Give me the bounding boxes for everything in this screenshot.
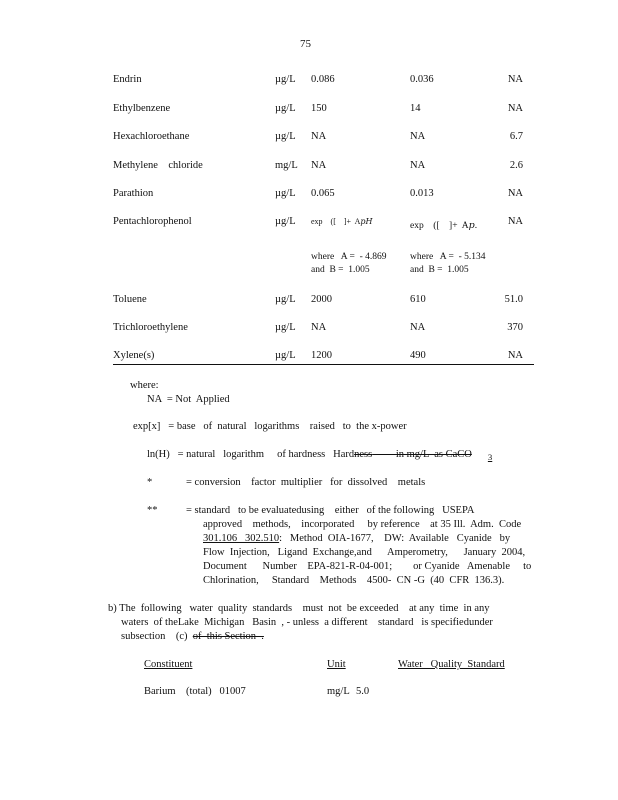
section-b-line3-text: subsection (c) — [121, 631, 193, 642]
table-row-name: Xylene(s) — [113, 350, 155, 361]
table-row-name: Toluene — [113, 294, 147, 305]
penta-where-b-line2: and B = 1.005 — [410, 265, 469, 275]
table-row-unit: µg/L — [275, 294, 296, 305]
table-row-value-b: NA — [410, 131, 426, 142]
note-dstar-line5: Chlorination, Standard Methods 4500- CN -G (40 CFR 136.3). — [203, 575, 505, 586]
header-unit: Unit — [327, 659, 346, 670]
table-row-value-c: 6.7 — [509, 131, 523, 142]
section-b-line3 — [121, 630, 264, 643]
note-dstar-symbol: ** — [147, 505, 158, 516]
table-row-value-a: 2000 — [311, 294, 332, 305]
penta-formula-a: exp ([ ]+ A𝑝𝐻 — [311, 217, 373, 226]
table-row-value-a: NA — [311, 131, 327, 142]
table-row-value-b: 490 — [410, 350, 426, 361]
note-na: NA = Not Applied — [147, 394, 230, 405]
table-row-value-b: NA — [410, 160, 426, 171]
table-row-value-c: 2.6 — [509, 160, 523, 171]
table-row-value-c: 51.0 — [504, 294, 523, 305]
page-number: 75 — [300, 38, 311, 50]
table-row-unit: µg/L — [275, 188, 296, 199]
table-row-value-b: 0.013 — [410, 188, 434, 199]
penta-where-a-line2: and B = 1.005 — [311, 265, 370, 275]
constituent-name: Barium (total) 01007 — [144, 686, 246, 697]
section-b-struck-text: of this Section . — [192, 631, 264, 642]
table-row-unit: µg/L — [275, 103, 296, 114]
note-ln-text-2: in mg/L as CaCO — [372, 449, 472, 460]
notes-where: where: — [130, 380, 159, 391]
table-row-value-a: 150 — [311, 103, 327, 114]
note-dstar-lead: = standard to be evaluatedusing either of the following USEPA — [186, 505, 475, 516]
constituent-unit: mg/L — [327, 686, 350, 697]
table-row-value-c: NA — [507, 216, 523, 227]
table-row-value-b: 14 — [410, 103, 421, 114]
table-row-value-b: 610 — [410, 294, 426, 305]
note-dstar-line1: approved methods, incorporated by reference at 35 Ill. Adm. Code — [203, 519, 522, 530]
note-dstar-citation: 301.106 302.510 — [203, 533, 280, 544]
section-b-line2: waters of theLake Michigan Basin , - unless a different standard is specifiedunder — [121, 617, 493, 628]
table-row-value-c: NA — [507, 103, 523, 114]
table-row-value-a: NA — [311, 322, 327, 333]
table-row-name: Pentachlorophenol — [113, 216, 192, 227]
note-ln-text: ln(H) = natural logarithm of hardness Hard — [147, 449, 355, 460]
penta-formula-b: exp ([ ]+ A𝑝. — [410, 221, 478, 231]
note-dstar-line2 — [203, 532, 510, 545]
table-row-value-c: 370 — [507, 322, 523, 333]
note-exp: exp[x] = base of natural logarithms raised to the x-power — [133, 421, 407, 432]
header-constituent: Constituent — [144, 659, 193, 670]
table-row-value-a: NA — [311, 160, 327, 171]
note-dstar-line4: Document Number EPA-821-R-04-001; or Cyanide Amenable to — [203, 561, 532, 572]
table-row-unit: µg/L — [275, 131, 296, 142]
note-dstar-line2-text: : Method OIA-1677, DW: Available Cyanide by — [279, 533, 511, 544]
note-star-text: = conversion factor multiplier for dissolved metals — [186, 477, 426, 488]
constituent-standard: 5.0 — [356, 686, 370, 697]
header-standard: Water Quality Standard — [398, 659, 505, 670]
penta-where-a-line1: where A = - 4.869 — [311, 252, 387, 262]
table-row-value-a: 0.086 — [311, 74, 335, 85]
section-b-line1: b) The following water quality standards must not be exceeded at any time in any — [108, 603, 490, 614]
table-row-unit: µg/L — [275, 350, 296, 361]
penta-where-b-line1: where A = - 5.134 — [410, 252, 486, 262]
table-row-name: Hexachloroethane — [113, 131, 190, 142]
table-row-name: Methylene chloride — [113, 160, 203, 171]
table-row-value-c: NA — [507, 188, 523, 199]
note-ln-sub: 3 — [487, 452, 493, 463]
table-row-name: Trichloroethylene — [113, 322, 188, 333]
table-row-value-b: NA — [410, 322, 426, 333]
table-row-name: Parathion — [113, 188, 154, 199]
table-row-unit: µg/L — [275, 74, 296, 85]
table-row-name: Ethylbenzene — [113, 103, 171, 114]
table-row-name: Endrin — [113, 74, 142, 85]
table-row-value-a: 1200 — [311, 350, 332, 361]
note-ln — [147, 448, 492, 463]
table-row-unit: µg/L — [275, 216, 296, 227]
table-row-value-a: 0.065 — [311, 188, 335, 199]
table-bottom-rule — [113, 364, 534, 365]
table-row-value-c: NA — [507, 74, 523, 85]
table-row-unit: µg/L — [275, 322, 296, 333]
table-row-value-c: NA — [507, 350, 523, 361]
table-row-unit: mg/L — [275, 160, 298, 171]
note-dstar-line3: Flow Injection, Ligand Exchange,and Amperometry, January 2004, — [203, 547, 526, 558]
note-star-symbol: * — [147, 477, 153, 488]
table-row-value-b: 0.036 — [410, 74, 434, 85]
note-ln-strike: ness — [354, 449, 373, 460]
